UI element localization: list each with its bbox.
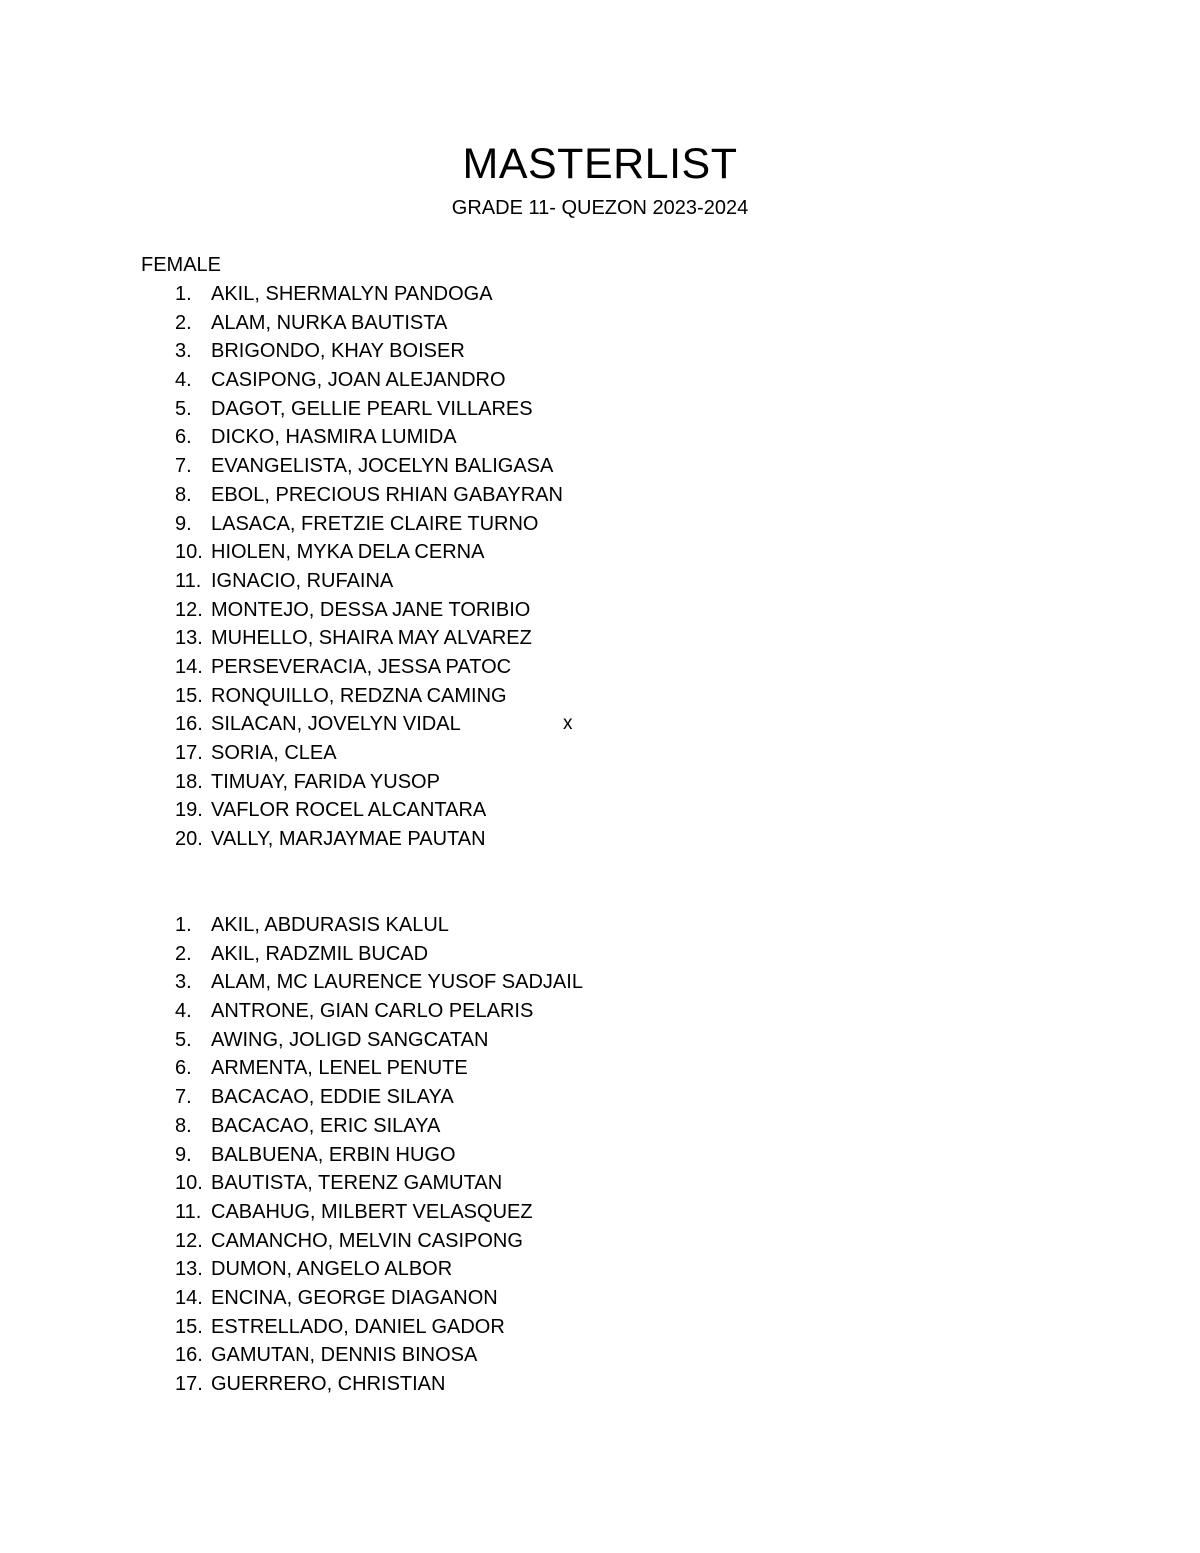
list-item-number: 6.	[175, 426, 192, 449]
list-item-number: 12.	[175, 1229, 203, 1252]
list-item-number: 6.	[175, 1057, 192, 1080]
handwritten-mark: x	[563, 713, 573, 735]
student-name: ARMENTA, LENEL PENUTE	[211, 1057, 468, 1080]
list-item-number: 18.	[175, 770, 203, 793]
student-name: MUHELLO, SHAIRA MAY ALVAREZ	[211, 627, 532, 650]
student-name: BRIGONDO, KHAY BOISER	[211, 340, 465, 363]
list-item-number: 5.	[175, 397, 192, 420]
list-item-number: 9.	[175, 512, 192, 535]
student-name: EBOL, PRECIOUS RHIAN GABAYRAN	[211, 483, 563, 506]
list-item-number: 1.	[175, 283, 192, 305]
student-name: HIOLEN, MYKA DELA CERNA	[211, 541, 485, 564]
student-name: CASIPONG, JOAN ALEJANDRO	[211, 369, 506, 392]
list-item-number: 13.	[175, 627, 203, 650]
list-item-number: 17.	[175, 1373, 203, 1395]
student-name: IGNACIO, RUFAINA	[211, 569, 394, 592]
student-name: LASACA, FRETZIE CLAIRE TURNO	[211, 512, 539, 535]
list-item-number: 7.	[175, 455, 192, 478]
page-title: MASTERLIST	[462, 140, 738, 188]
student-name: SILACAN, JOVELYN VIDAL	[211, 713, 461, 736]
list-item-number: 12.	[175, 598, 203, 621]
list-item-number: 19.	[175, 799, 203, 822]
student-name: ENCINA, GEORGE DIAGANON	[211, 1286, 498, 1309]
student-name: AKIL, SHERMALYN PANDOGA	[211, 283, 493, 305]
student-name: ESTRELLADO, DANIEL GADOR	[211, 1315, 505, 1338]
page-subtitle: GRADE 11- QUEZON 2023-2024	[451, 197, 749, 219]
student-name: CAMANCHO, MELVIN CASIPONG	[211, 1229, 523, 1252]
student-name: EVANGELISTA, JOCELYN BALIGASA	[211, 455, 554, 478]
list-item-number: 20.	[175, 828, 203, 851]
list-item-number: 2.	[175, 311, 192, 334]
list-item-number: 1.	[175, 914, 192, 936]
student-name: VALLY, MARJAYMAE PAUTAN	[211, 828, 486, 851]
student-name: AKIL, ABDURASIS KALUL	[211, 914, 449, 936]
student-name: AWING, JOLIGD SANGCATAN	[211, 1028, 489, 1051]
female-section-label: FEMALE	[141, 254, 222, 276]
list-item-number: 2.	[175, 942, 192, 965]
list-item-number: 5.	[175, 1028, 192, 1051]
list-item-number: 3.	[175, 971, 192, 994]
student-name: DAGOT, GELLIE PEARL VILLARES	[211, 397, 533, 420]
list-item-number: 10.	[175, 1172, 203, 1195]
list-item-number: 14.	[175, 1286, 203, 1309]
student-name: VAFLOR ROCEL ALCANTARA	[211, 799, 487, 822]
student-name: TIMUAY, FARIDA YUSOP	[211, 770, 440, 793]
student-name: BACACAO, ERIC SILAYA	[211, 1114, 441, 1137]
student-name: PERSEVERACIA, JESSA PATOC	[211, 655, 512, 678]
list-item-number: 15.	[175, 1315, 203, 1338]
student-name: BAUTISTA, TERENZ GAMUTAN	[211, 1172, 503, 1195]
list-item-number: 15.	[175, 684, 203, 707]
list-item-number: 9.	[175, 1143, 192, 1166]
list-item-number: 11.	[175, 569, 202, 592]
student-name: CABAHUG, MILBERT VELASQUEZ	[211, 1200, 533, 1223]
list-item-number: 10.	[175, 541, 203, 564]
list-item-number: 4.	[175, 1000, 192, 1023]
student-name: SORIA, CLEA	[211, 742, 337, 764]
student-name: ANTRONE, GIAN CARLO PELARIS	[211, 1000, 534, 1023]
list-item-number: 7.	[175, 1086, 192, 1109]
student-name: BALBUENA, ERBIN HUGO	[211, 1143, 456, 1166]
student-name: AKIL, RADZMIL BUCAD	[211, 942, 429, 965]
list-item-number: 8.	[175, 1114, 192, 1137]
list-item-number: 13.	[175, 1258, 203, 1281]
student-name: BACACAO, EDDIE SILAYA	[211, 1086, 454, 1109]
list-item-number: 16.	[175, 1344, 203, 1367]
student-name: DUMON, ANGELO ALBOR	[211, 1258, 453, 1281]
list-item-number: 3.	[175, 340, 192, 363]
student-name: RONQUILLO, REDZNA CAMING	[211, 684, 507, 707]
list-item-number: 4.	[175, 369, 192, 392]
list-item-number: 11.	[175, 1200, 202, 1223]
list-item-number: 17.	[175, 742, 203, 764]
student-name: ALAM, NURKA BAUTISTA	[211, 311, 448, 334]
student-name: GAMUTAN, DENNIS BINOSA	[211, 1344, 478, 1367]
student-name: GUERRERO, CHRISTIAN	[211, 1373, 446, 1395]
list-item-number: 16.	[175, 713, 203, 736]
student-name: ALAM, MC LAURENCE YUSOF SADJAIL	[211, 971, 583, 994]
student-name: DICKO, HASMIRA LUMIDA	[211, 426, 457, 449]
list-item-number: 14.	[175, 655, 203, 678]
list-item-number: 8.	[175, 483, 192, 506]
student-name: MONTEJO, DESSA JANE TORIBIO	[211, 598, 531, 621]
